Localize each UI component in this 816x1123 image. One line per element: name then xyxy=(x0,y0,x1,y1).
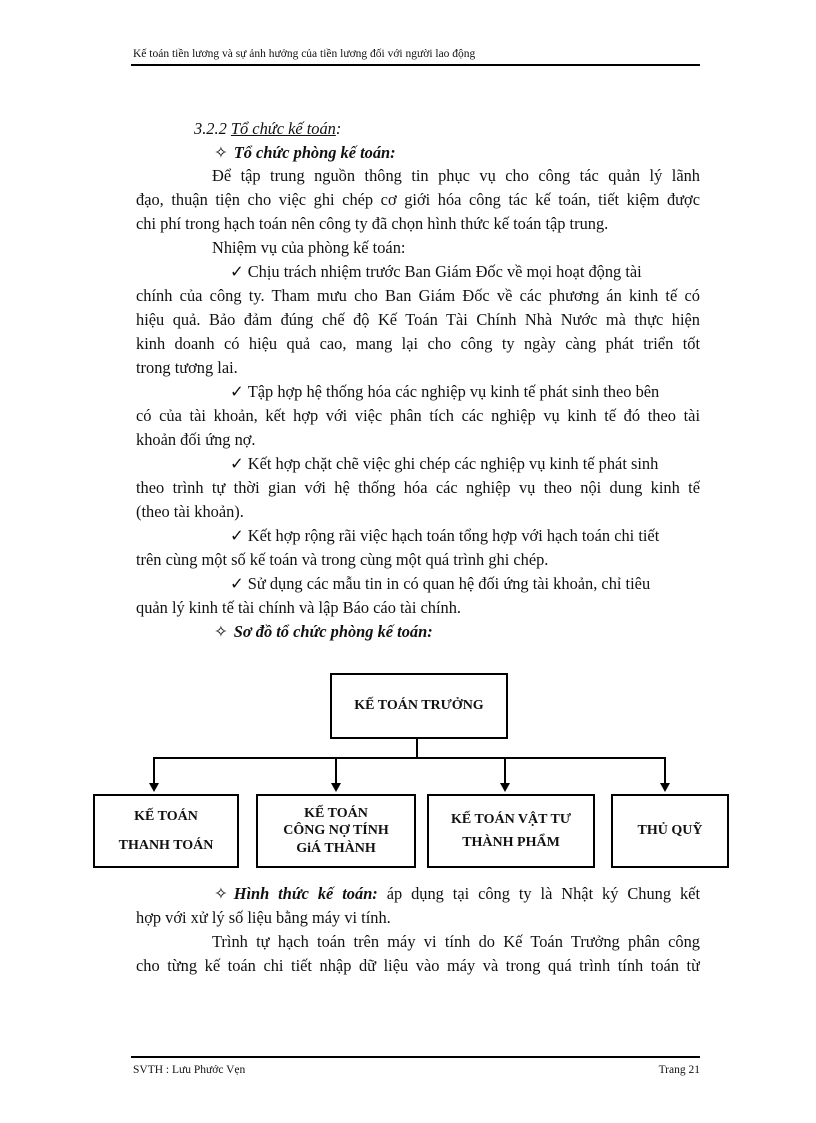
task-line: theo trình tự thời gian với hệ thống hóa các nghiệp vụ theo nội dung kinh tế xyxy=(136,478,700,497)
task-text: Kết hợp chặt chẽ việc ghi chép các nghiệp vụ kinh tế phát sinh xyxy=(247,454,659,473)
org-box-label: THANH TOÁN xyxy=(118,838,214,853)
org-box-label: GiÁ THÀNH xyxy=(296,840,376,856)
para1-line: Để tập trung nguồn thông tin phục vụ cho công tác quản lý lãnh xyxy=(212,166,700,185)
task-text: Kết hợp rộng rãi việc hạch toán tổng hợp với hạch toán chi tiết xyxy=(247,526,660,545)
section-title: Tổ chức kế toán xyxy=(230,119,336,138)
form-line xyxy=(214,882,700,906)
task-line: quản lý kinh tế tài chính và lập Báo cáo tài chính. xyxy=(136,598,461,617)
star-bullet-icon: ✧ xyxy=(214,622,228,641)
subsection-title: Tổ chức phòng kế toán: xyxy=(233,143,396,162)
task-line: trên cùng một số kế toán và trong cùng một quá trình ghi chép. xyxy=(136,550,549,569)
task-text: Sử dụng các mẫu tin in có quan hệ đối ứng tài khoản, chỉ tiêu xyxy=(247,574,651,593)
form-text: áp dụng tại công ty là Nhật ký Chung kết xyxy=(377,884,700,903)
footer-divider xyxy=(131,1056,700,1058)
star-bullet-icon: ✧ xyxy=(214,143,228,162)
section-number: 3.2.2 xyxy=(194,119,227,138)
checkmark-icon: ✓ xyxy=(230,454,244,473)
para1-line: chi phí trong hạch toán nên công ty đã chọn hình thức kế toán tập trung. xyxy=(136,214,609,233)
checkmark-icon: ✓ xyxy=(230,526,244,545)
checkmark-icon: ✓ xyxy=(230,382,244,401)
task-line: khoản đối ứng nợ. xyxy=(136,430,256,449)
task-line: (theo tài khoản). xyxy=(136,502,244,521)
document-body-continued xyxy=(136,0,700,1000)
task-line: trong tương lai. xyxy=(136,358,238,377)
tasks-intro: Nhiệm vụ của phòng kế toán: xyxy=(212,238,406,257)
section-colon: : xyxy=(335,119,342,138)
subsection-title: Sơ đồ tổ chức phòng kế toán: xyxy=(233,622,433,641)
task-text: Chịu trách nhiệm trước Ban Giám Đốc về mọi hoạt động tài xyxy=(247,262,642,281)
star-bullet-icon: ✧ xyxy=(214,884,228,903)
checkmark-icon: ✓ xyxy=(230,574,244,593)
footer-author: SVTH : Lưu Phước Vẹn xyxy=(133,1064,246,1076)
org-box-label: KẾ TOÁN VẬT TƯ xyxy=(451,811,571,827)
checkmark-icon: ✓ xyxy=(230,262,244,281)
org-box-label: THỦ QUỸ xyxy=(637,823,703,839)
org-box-label: KẾ TOÁN xyxy=(304,805,368,821)
org-box-label: KẾ TOÁN xyxy=(134,808,198,824)
org-box-label: KẾ TOÁN TRƯỞNG xyxy=(354,698,484,714)
task-line: chính của công ty. Tham mưu cho Ban Giám Đốc về các phương án kinh tế có xyxy=(136,286,700,305)
page-header: Kế toán tiền lương và sự ảnh hưởng của tiền lương đối với người lao động xyxy=(133,48,476,60)
para-last-line: cho từng kế toán chi tiết nhập dữ liệu vào máy và trong quá trình tính toán từ xyxy=(136,956,700,975)
footer-page-number: Trang 21 xyxy=(658,1064,700,1076)
form-title: Hình thức kế toán: xyxy=(233,884,378,903)
task-line: kinh doanh có hiệu quả cao, mang lại cho công ty ngày càng phát triển tốt xyxy=(136,334,700,353)
para1-line: đạo, thuận tiện cho việc ghi chép cơ giới hóa công tác kế toán, tiết kiệm được xyxy=(136,190,700,209)
form-line: hợp với xử lý số liệu bằng máy vi tính. xyxy=(136,908,391,927)
task-line: có của tài khoản, kết hợp với việc phân tích các nghiệp vụ kinh tế đó theo tài xyxy=(136,406,700,425)
task-line: hiệu quả. Bảo đảm đúng chế độ Kế Toán Tài Chính Nhà Nước mà thực hiện xyxy=(136,310,700,329)
org-box-label: THÀNH PHẨM xyxy=(462,835,560,850)
task-text: Tập hợp hệ thống hóa các nghiệp vụ kinh tế phát sinh theo bên xyxy=(247,382,660,401)
org-box-label: CÔNG NỢ TÍNH xyxy=(283,823,389,839)
para-last-line: Trình tự hạch toán trên máy vi tính do Kế Toán Trưởng phân công xyxy=(212,932,700,951)
